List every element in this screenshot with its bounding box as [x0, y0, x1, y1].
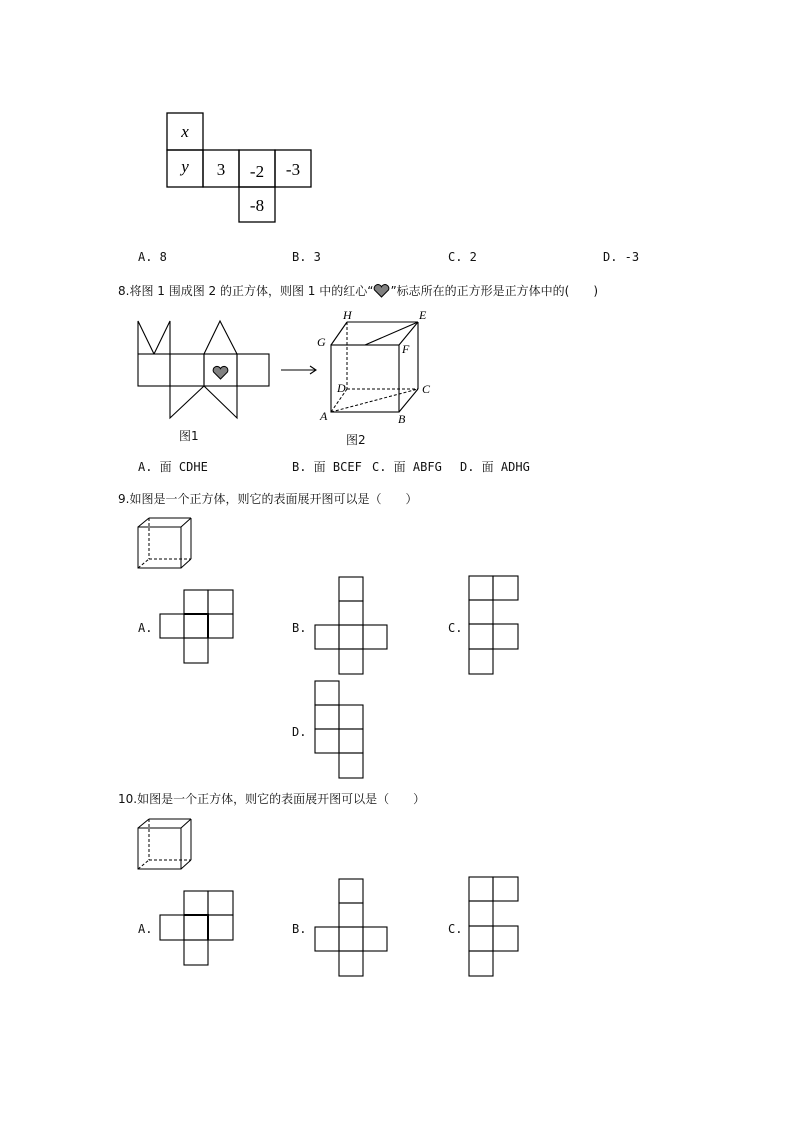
q8-stem-before: 8.将图 1 围成图 2 的正方体，则图 1 中的红心“: [118, 284, 374, 298]
q10-cube: [138, 819, 191, 869]
q7-option-b[interactable]: B. 3: [292, 250, 321, 264]
q8-label-b: B: [398, 412, 406, 426]
q10-option-c[interactable]: C.: [448, 922, 463, 936]
q8-fig2-caption: 图2: [346, 433, 366, 447]
q8-label-d: D: [337, 381, 346, 395]
q7-net-label-left: y: [181, 157, 189, 176]
q10-net-c: [469, 877, 518, 976]
q7-option-c[interactable]: C. 2: [448, 250, 477, 264]
q8-option-d[interactable]: D. 面 ADHG: [460, 460, 530, 474]
q9-stem: 9.如图是一个正方体，则它的表面展开图可以是（ ）: [118, 492, 418, 506]
q7-option-a[interactable]: A. 8: [138, 250, 167, 264]
q8-label-e: E: [419, 308, 427, 322]
q7-net-label-c2: -2: [249, 162, 265, 181]
q7-net-label-top: x: [181, 122, 189, 141]
q8-label-h: H: [343, 308, 352, 322]
q10-option-b[interactable]: B.: [292, 922, 307, 936]
q9-option-b[interactable]: B.: [292, 621, 307, 635]
q9-option-a[interactable]: A.: [138, 621, 153, 635]
q8-option-a[interactable]: A. 面 CDHE: [138, 460, 208, 474]
q8-label-g: G: [317, 335, 326, 349]
q7-option-d[interactable]: D. -3: [603, 250, 640, 264]
q10-stem: 10.如图是一个正方体，则它的表面展开图可以是（ ）: [118, 792, 426, 806]
q8-stem-after: ”标志所在的正方形是正方体中的( ): [390, 284, 599, 298]
q7-net-label-c1: 3: [216, 160, 226, 179]
q8-fig1-caption: 图1: [179, 429, 199, 443]
q7-net-label-c3: -3: [285, 160, 301, 179]
q7-net-label-bottom: -8: [249, 196, 265, 215]
q8-label-c: C: [422, 382, 431, 396]
q10-net-b: [315, 879, 387, 976]
q10-option-a[interactable]: A.: [138, 922, 153, 936]
q8-option-c[interactable]: C. 面 ABFG: [372, 460, 442, 474]
q8-option-b[interactable]: B. 面 BCEF: [292, 460, 362, 474]
q8-label-a: A: [320, 409, 328, 423]
q9-option-d[interactable]: D.: [292, 725, 307, 739]
q10-net-a: [160, 891, 233, 965]
q8-label-f: F: [402, 342, 410, 356]
q9-option-c[interactable]: C.: [448, 621, 463, 635]
